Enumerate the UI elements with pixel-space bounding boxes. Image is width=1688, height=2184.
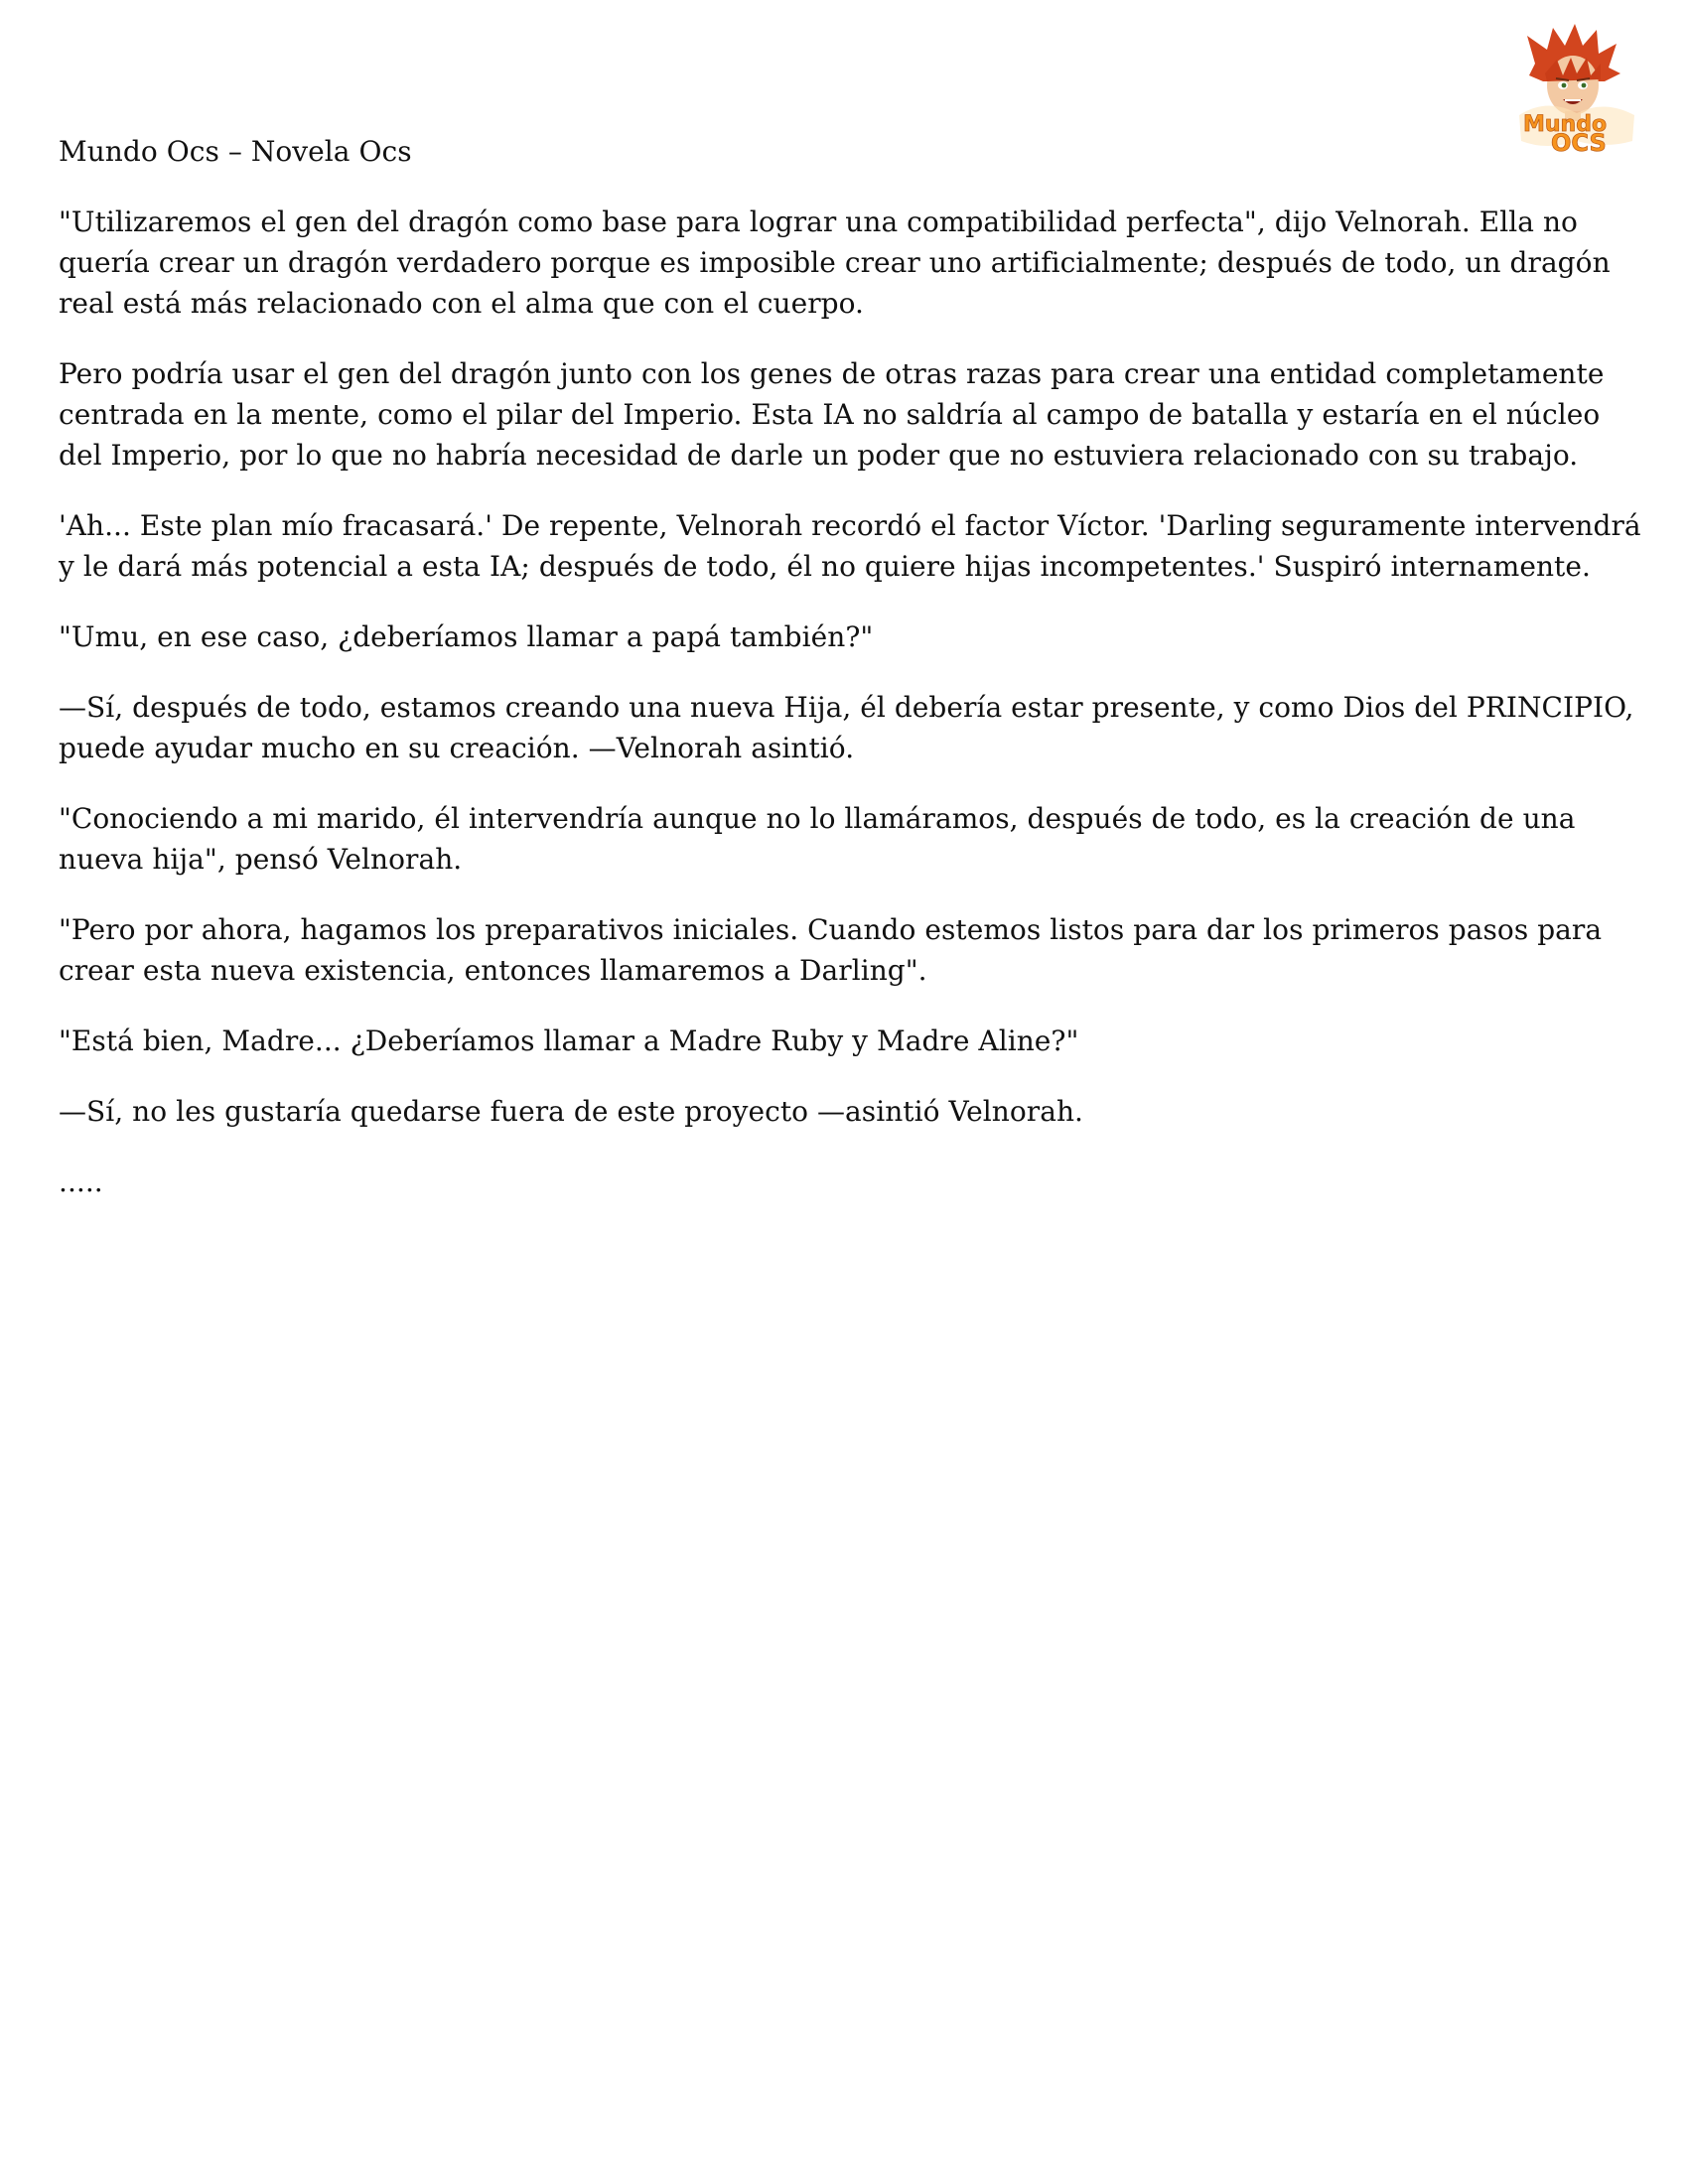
svg-text:OCS: OCS	[1551, 129, 1607, 153]
paragraph: —Sí, no les gustaría quedarse fuera de este proyecto —asintió Velnorah.	[59, 1095, 1083, 1128]
paragraph: "Utilizaremos el gen del dragón como base para lograr una compatibilidad perfecta", dijo Velnorah. Ella no quería crear un dragón verdadero porque es imposible crear uno artificialmente; después de todo, un dragón real está más relacionado con el alma que con el cuerpo.	[59, 205, 1611, 320]
document-body	[59, 131, 1647, 1202]
ending-ellipsis: .....	[59, 1165, 103, 1198]
paragraph: "Umu, en ese caso, ¿deberíamos llamar a papá también?"	[59, 620, 874, 653]
paragraph: —Sí, después de todo, estamos creando una nueva Hija, él debería estar presente, y como Dios del PRINCIPIO, puede ayudar mucho en su creación. —Velnorah asintió.	[59, 691, 1634, 764]
paragraph: 'Ah... Este plan mío fracasará.' De repente, Velnorah recordó el factor Víctor. 'Darling seguramente intervendrá y le dará más potencial a esta IA; después de todo, él no quiere hijas incompetentes.' Suspiró internamente.	[59, 509, 1641, 583]
document-header: Mundo Ocs – Novela Ocs	[59, 135, 412, 168]
paragraph: "Conociendo a mi marido, él intervendría aunque no lo llamáramos, después de todo, es la creación de una nueva hija", pensó Velnorah.	[59, 802, 1576, 876]
paragraph: Pero podría usar el gen del dragón junto con los genes de otras razas para crear una entidad completamente centrada en la mente, como el pilar del Imperio. Esta IA no saldría al campo de batalla y estaría en el núcleo del Imperio, por lo que no habría necesidad de darle un poder que no estuviera relacionado con su trabajo.	[59, 357, 1605, 472]
paragraph: "Pero por ahora, hagamos los preparativos iniciales. Cuando estemos listos para dar los primeros pasos para crear esta nueva existencia, entonces llamaremos a Darling".	[59, 913, 1603, 987]
paragraph: "Está bien, Madre... ¿Deberíamos llamar a Madre Ruby y Madre Aline?"	[59, 1024, 1079, 1057]
svg-text:Mundo: Mundo	[1523, 112, 1608, 137]
